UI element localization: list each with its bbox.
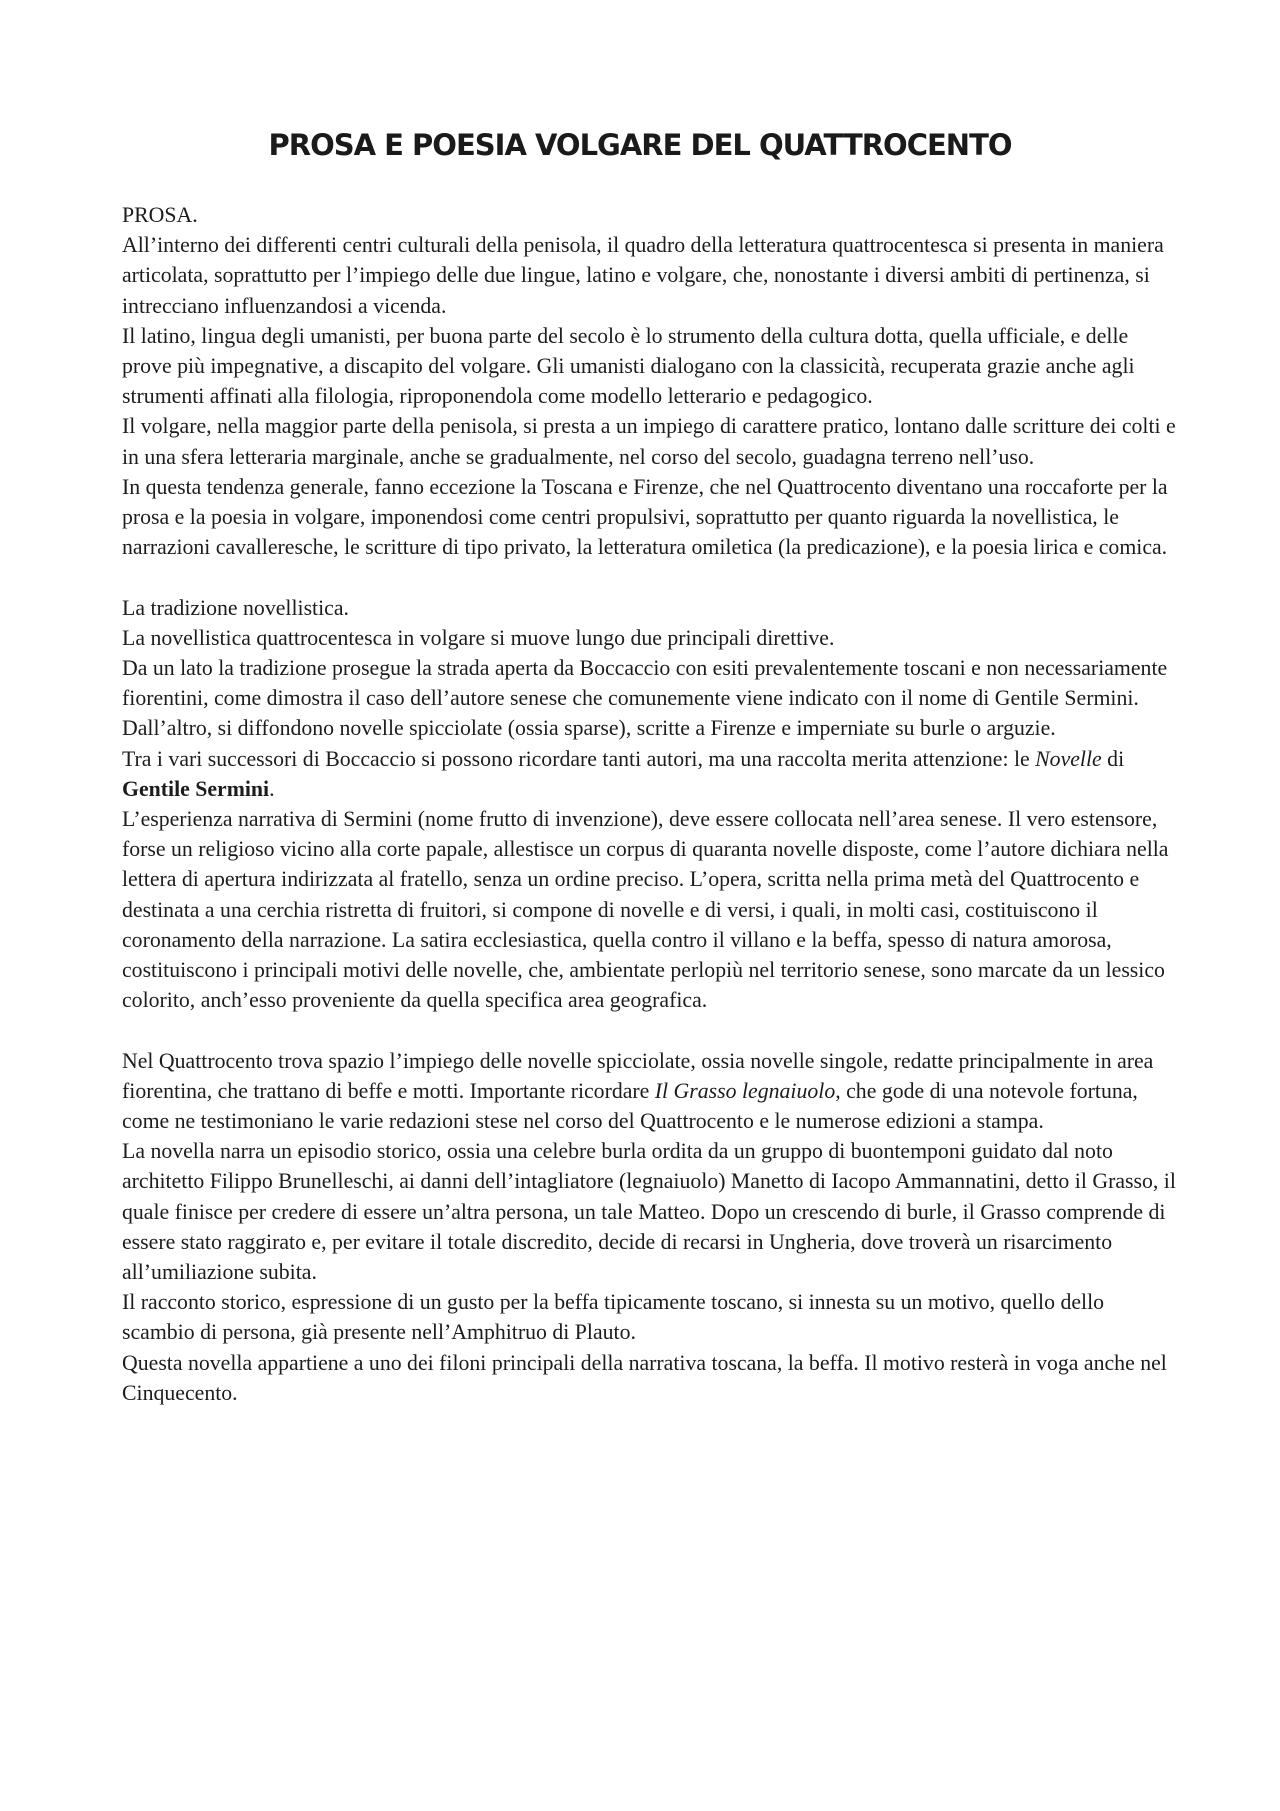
- paragraph-sermini-intro: [122, 744, 1182, 804]
- bold-author-name: Gentile Sermini: [122, 776, 270, 801]
- paragraph-grasso-intro: [122, 1046, 1182, 1137]
- section-heading-prosa: PROSA.: [122, 203, 198, 227]
- text-run: , che gode di una notevole fortuna, come ne testimoniano le varie redazioni stese nel corso del Quattrocento e le numerose edizioni a stampa.: [122, 1078, 1138, 1134]
- document-body: [122, 200, 1182, 1408]
- paragraph: L’esperienza narrativa di Sermini (nome frutto di invenzione), deve essere collocata nell’area senese. Il vero estensore, forse un religioso vicino alla corte papale, allestisce un corpus di quaranta novelle disposte, come l’autore dichiara nella lettera di apertura indirizzata al fratello, senza un ordine preciso. L’opera, scritta nella prima metà del Quattrocento e destinata a una cerchia ristretta di fruitori, si compone di novelle e di versi, i quali, in molti casi, costituiscono il coronamento della narrazione. La satira ecclesiastica, quella contro il villano e la beffa, spesso di natura amorosa, costituiscono i principali motivi delle novelle, che, ambientate perlopiù nel territorio senese, sono marcate da un lessico colorito, anch’esso proveniente da quella specifica area geografica.: [122, 807, 1169, 1013]
- paragraph: All’interno dei differenti centri culturali della penisola, il quadro della letteratura quattrocentesca si presenta in maniera articolata, soprattutto per l’impiego delle due lingue, latino e volgare, che, nonostante i diversi ambiti di pertinenza, si intrecciano influenzandosi a vicenda.: [122, 233, 1164, 318]
- text-run: di: [1101, 746, 1125, 771]
- text-run: Nel Quattrocento trova spazio l’impiego delle novelle spicciolate, ossia novelle singole, redatte principalmente in area fiorentina, che trattano di beffe e motti. Importante ricordare: [122, 1048, 1154, 1103]
- italic-title-novelle: Novelle: [1035, 746, 1102, 771]
- section-heading-novellistica: La tradizione novellistica.: [122, 595, 349, 620]
- paragraph-spacer: [122, 562, 1182, 592]
- paragraph: Il latino, lingua degli umanisti, per buona parte del secolo è lo strumento della cultura dotta, quella ufficiale, e delle prove più impegnative, a discapito del volgare. Gli umanisti dialogano con la classicità, recuperata grazie anche agli strumenti affinati alla filologia, riproponendola come modello letterario e pedagogico.: [122, 323, 1135, 409]
- page-title: PROSA E POESIA VOLGARE DEL QUATTROCENTO: [268, 128, 1012, 162]
- paragraph: La novellistica quattrocentesca in volgare si muove lungo due principali direttive.: [122, 625, 835, 650]
- text-run: Tra i vari successori di Boccaccio si possono ricordare tanti autori, ma una raccolta merita attenzione: le: [122, 746, 1036, 771]
- paragraph: Il racconto storico, espressione di un gusto per la beffa tipicamente toscano, si innesta su un motivo, quello dello scambio di persona, già presente nell’Amphitruo di Plauto.: [122, 1290, 1105, 1345]
- paragraph: Da un lato la tradizione prosegue la strada aperta da Boccaccio con esiti prevalentemente toscani e non necessariamente fiorentini, come dimostra il caso dell’autore senese che comunemente viene indicato con il nome di Gentile Sermini. Dall’altro, si diffondono novelle spicciolate (ossia sparse), scritte a Firenze e imperniate su burle o arguzie.: [122, 656, 1168, 741]
- paragraph: Questa novella appartiene a uno dei filoni principali della narrativa toscana, la beffa. Il motivo resterà in voga anche nel Cinquecento.: [122, 1350, 1167, 1405]
- paragraph: Il volgare, nella maggior parte della penisola, si presta a un impiego di carattere pratico, lontano dalle scritture dei colti e in una sfera letteraria marginale, anche se gradualmente, nel corso del secolo, guadagna terreno nell’uso.: [122, 414, 1176, 469]
- paragraph: In questa tendenza generale, fanno eccezione la Toscana e Firenze, che nel Quattrocento diventano una roccaforte per la prosa e la poesia in volgare, imponendosi come centri propulsivi, soprattutto per quanto riguarda la novellistica, le narrazioni cavalleresche, le scritture di tipo privato, la letteratura omiletica (la predicazione), e la poesia lirica e comica.: [122, 474, 1168, 560]
- paragraph: La novella narra un episodio storico, ossia una celebre burla ordita da un gruppo di buontemponi guidato dal noto architetto Filippo Brunelleschi, ai danni dell’intagliatore (legnaiuolo) Manetto di Iacopo Ammannatini, detto il Grasso, il quale finisce per credere di essere un’altra persona, un tale Matteo. Dopo un crescendo di burle, il Grasso comprende di essere stato raggirato e, per evitare il totale discredito, decide di recarsi in Ungheria, dove troverà un risarcimento all’umiliazione subita.: [122, 1139, 1176, 1285]
- italic-title-grasso: Il Grasso legnaiuolo: [654, 1078, 836, 1103]
- paragraph-spacer: [122, 1015, 1182, 1045]
- text-run: .: [269, 776, 275, 801]
